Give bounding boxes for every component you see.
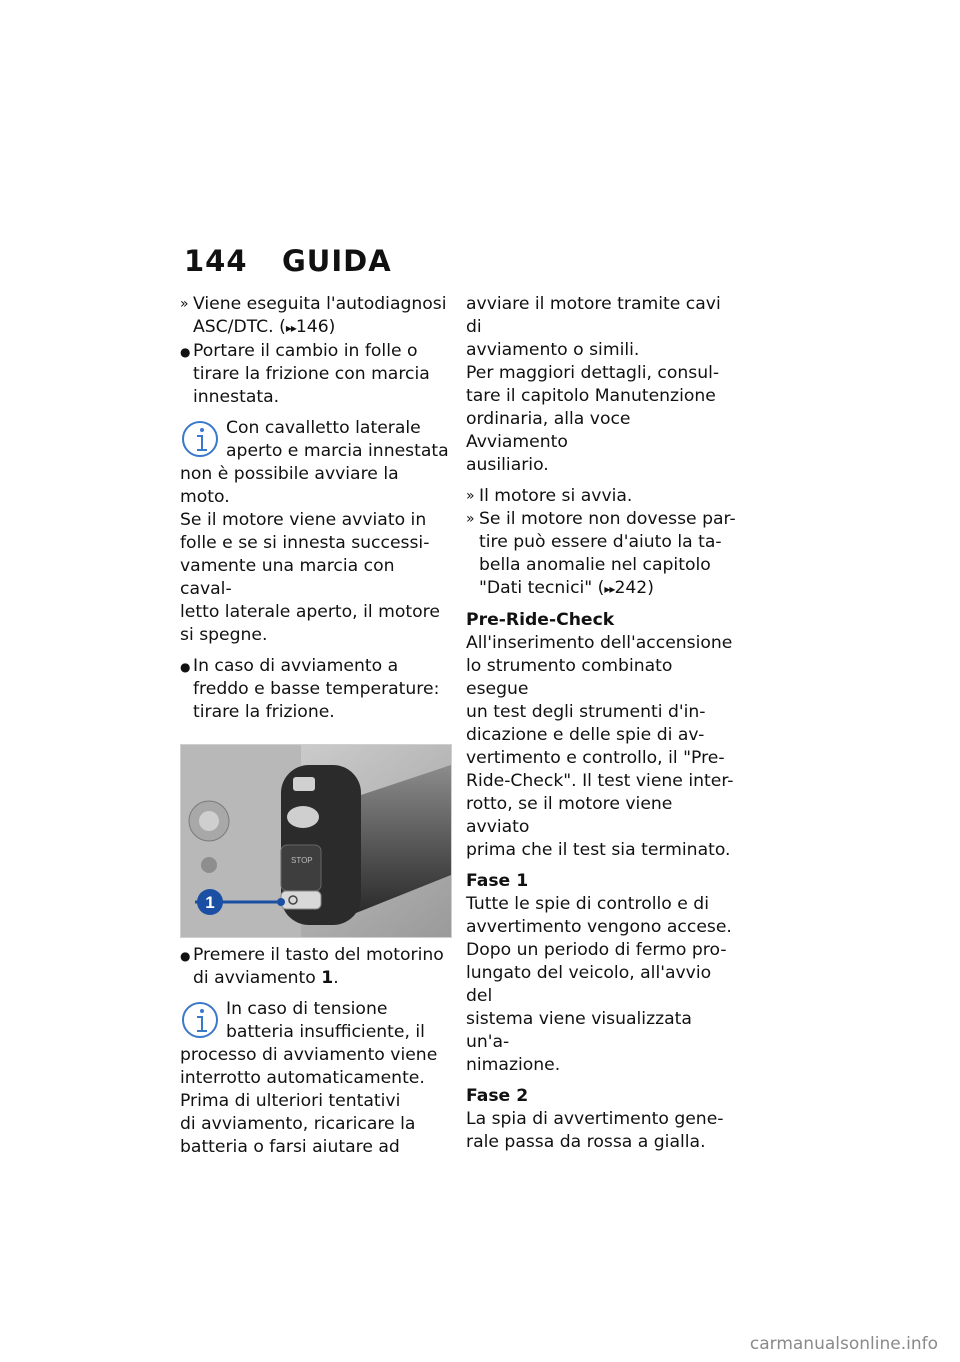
- bullet-item: ● Portare il cambio in folle o tirare la frizione con marcia innestata.: [180, 341, 430, 407]
- info-note: Con cavalletto laterale aperto e marcia innestata non è possibile avviare la moto. Se il motore viene avviato in folle e se si innesta successi- vamente una marcia con caval- letto laterale aperto, il motore si spegne.: [180, 418, 449, 645]
- paragraph: All'inserimento dell'accensione lo strumento combinato esegue un test degli strumenti d'in- dicazione e delle spie di av- vertimento e controllo, il "Pre- Ride-Check". Il test viene inter- rotto, se il motore viene avviato prima che il test sia terminato.: [466, 633, 734, 860]
- bullet-item: ● In caso di avviamento a freddo e basse temperature: tirare la frizione.: [180, 656, 440, 722]
- result-marker-icon: »: [466, 511, 475, 527]
- left-column: [180, 293, 450, 1159]
- callout-number: 1: [205, 893, 215, 912]
- result-marker-icon: »: [466, 488, 475, 504]
- handlebar-illustration: [181, 745, 451, 937]
- right-column: [466, 293, 736, 1154]
- page-reference[interactable]: 242): [614, 578, 654, 598]
- info-icon: [180, 417, 224, 461]
- arrow-right-icon: ▸▸: [604, 582, 615, 596]
- section-title: GUIDA: [282, 244, 392, 278]
- result-marker-icon: »: [180, 296, 189, 312]
- handlebar-switch-photo: [180, 744, 452, 938]
- section-heading: Fase 2: [466, 1086, 529, 1106]
- result-item: » Viene eseguita l'autodiagnosi ASC/DTC. (▸▸146): [180, 294, 447, 337]
- page-header: [184, 244, 392, 278]
- info-icon: [180, 998, 224, 1042]
- result-item: » Se il motore non dovesse par- tire può essere d'aiuto la ta- bella anomalie nel capitolo "Dati tecnici" (▸▸242): [466, 509, 736, 598]
- arrow-right-icon: ▸▸: [285, 321, 296, 335]
- result-item: » Il motore si avvia.: [466, 486, 633, 506]
- bullet-icon: ●: [180, 660, 191, 674]
- section-heading: Pre-Ride-Check: [466, 610, 615, 630]
- page-reference[interactable]: 146): [295, 317, 336, 337]
- section-heading: Fase 1: [466, 871, 529, 891]
- bullet-icon: ●: [180, 949, 191, 963]
- bullet-icon: ●: [180, 345, 191, 359]
- watermark: carmanualsonline.info: [749, 1334, 938, 1354]
- bullet-item: ● Premere il tasto del motorino di avviamento 1.: [180, 945, 444, 988]
- page-number: 144: [184, 244, 248, 278]
- paragraph: avviare il motore tramite cavi di avviamento o simili. Per maggiori dettagli, consul- tare il capitolo Manutenzione ordinaria, alla voce Avviamento ausiliario.: [466, 294, 721, 475]
- paragraph: La spia di avvertimento gene- rale passa da rossa a gialla.: [466, 1109, 724, 1152]
- stop-label: STOP: [291, 856, 313, 865]
- paragraph: Tutte le spie di controllo e di avvertimento vengono accese. Dopo un periodo di fermo pro- lungato del veicolo, all'avvio del sistema viene visualizzata un'a- nimazione.: [466, 894, 732, 1075]
- info-note: In caso di tensione batteria insufficiente, il processo di avviamento viene interrotto automaticamente. Prima di ulteriori tentativi di avviamento, ricaricare la batteria o farsi aiutare ad: [180, 999, 438, 1157]
